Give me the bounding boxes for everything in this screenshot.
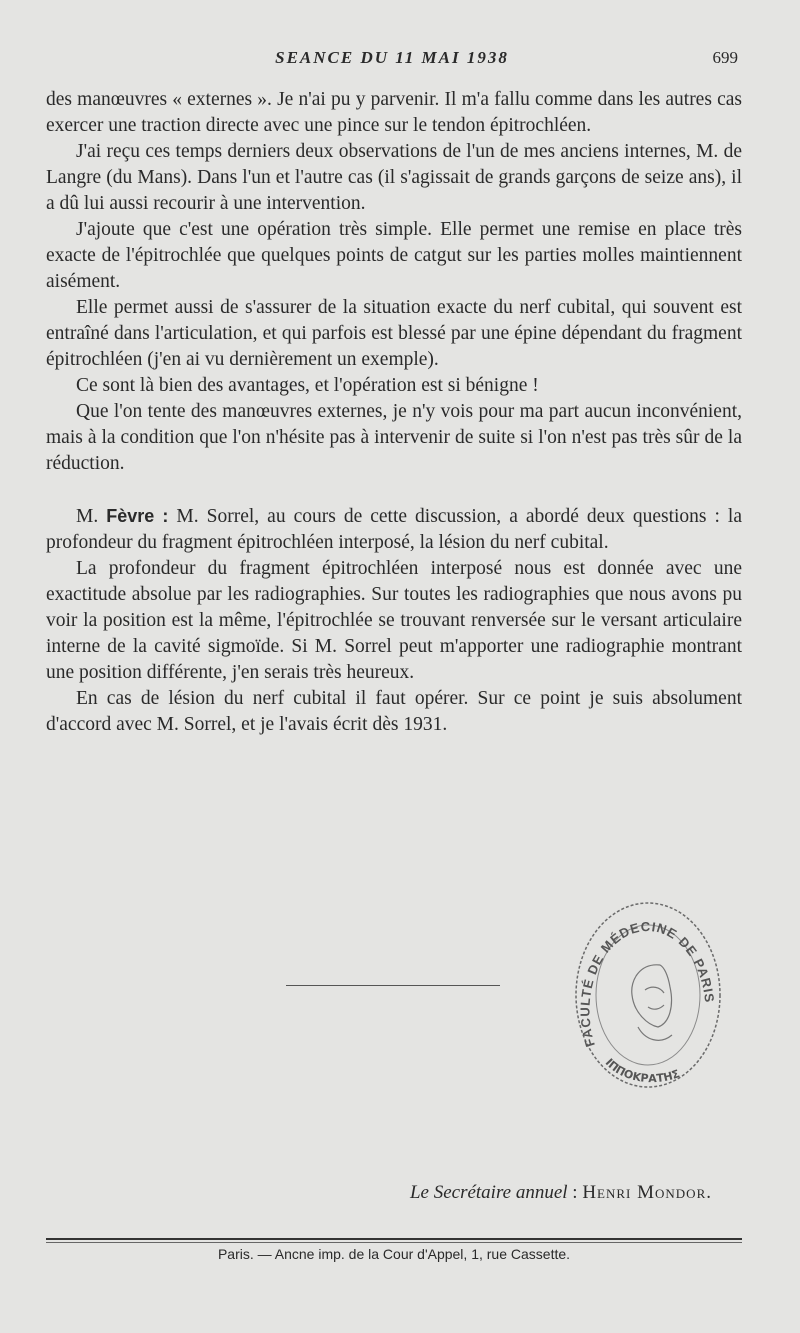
speaker-paragraph (46, 503, 742, 556)
signature-separator: : (567, 1182, 583, 1203)
svg-text:FACULTÉ DE MÉDECINE DE PARIS (577, 919, 717, 1049)
page-number: 699 (712, 48, 738, 67)
printer-imprint: Paris. — Ancne imp. de la Cour d'Appel, 1, rue Cassette. (217, 1246, 571, 1262)
signature-name: Henri Mondor. (582, 1182, 712, 1203)
stamp-bottom-text: ΙΠΠΟΚΡΑΤΗΣ (602, 1056, 682, 1086)
paragraph: En cas de lésion du nerf cubital il faut opérer. Sur ce point je suis absolument d'accord avec M. Sorrel, et je l'avais écrit dès 1931. (46, 688, 742, 735)
stamp-text: FACULTÉ DE MÉDECINE DE PARIS (577, 918, 718, 1049)
signature-line (410, 1182, 712, 1204)
body-text (46, 87, 742, 738)
footer-rule-thin (46, 1242, 742, 1243)
speaker-prefix: M. (76, 506, 99, 527)
paragraph: Ce sont là bien des avantages, et l'opération est si bénigne ! (76, 375, 539, 396)
paragraph: J'ai reçu ces temps derniers deux observations de l'un de mes anciens internes, M. de Langre (du Mans). Dans l'un et l'autre cas (il s'agissait de grands garçons de seize ans), il a dû lui aussi recourir à une intervention. (46, 141, 742, 214)
speaker-name: Fèvre : (106, 506, 169, 526)
header-title: SEANCE DU 11 MAI 1938 (275, 48, 509, 67)
faculty-stamp-icon (560, 895, 730, 1100)
footer-rule-thick (46, 1238, 742, 1240)
paragraph: des manœuvres « externes ». Je n'ai pu y parvenir. Il m'a fallu comme dans les autres cas exercer une traction directe avec une pince sur le tendon épitrochléen. (46, 89, 742, 136)
separator-rule (286, 985, 500, 986)
paragraph: La profondeur du fragment épitrochléen interposé nous est donnée avec une exactitude absolue par les radiographies. Sur toutes les radiographies que nous avons pu voir la position est la même, l'épitrochlée se trouvant renversée sur le versant articulaire interne de la cavité sigmoïde. Si M. Sorrel peut m'apporter une radiographie montrant une position différente, j'en serais très heureux. (46, 558, 742, 683)
paragraph: Que l'on tente des manœuvres externes, je n'y vois pour ma part aucun inconvénient, mais à la condition que l'on n'hésite pas à intervenir de suite si l'on n'est pas très sûr de la réduction. (46, 401, 742, 474)
running-header (46, 48, 738, 72)
speaker-text: M. Sorrel, au cours de cette discussion, a abordé deux questions : la profondeur du fragment épitrochléen interposé, la lésion du nerf cubital. (46, 506, 743, 553)
signature-role: Le Secrétaire annuel (409, 1182, 568, 1203)
svg-text:ΙΠΠΟΚΡΑΤΗΣ (603, 1056, 682, 1085)
paragraph: J'ajoute que c'est une opération très simple. Elle permet une remise en place très exacte de l'épitrochlée que quelques points de catgut sur les parties molles maintiennent aisément. (46, 219, 742, 292)
paragraph: Elle permet aussi de s'assurer de la situation exacte du nerf cubital, qui souvent est entraîné dans l'articulation, et qui parfois est blessé par une épine dépendant du fragment épitrochléen (j'en ai vu dernièrement un exemple). (46, 297, 742, 370)
